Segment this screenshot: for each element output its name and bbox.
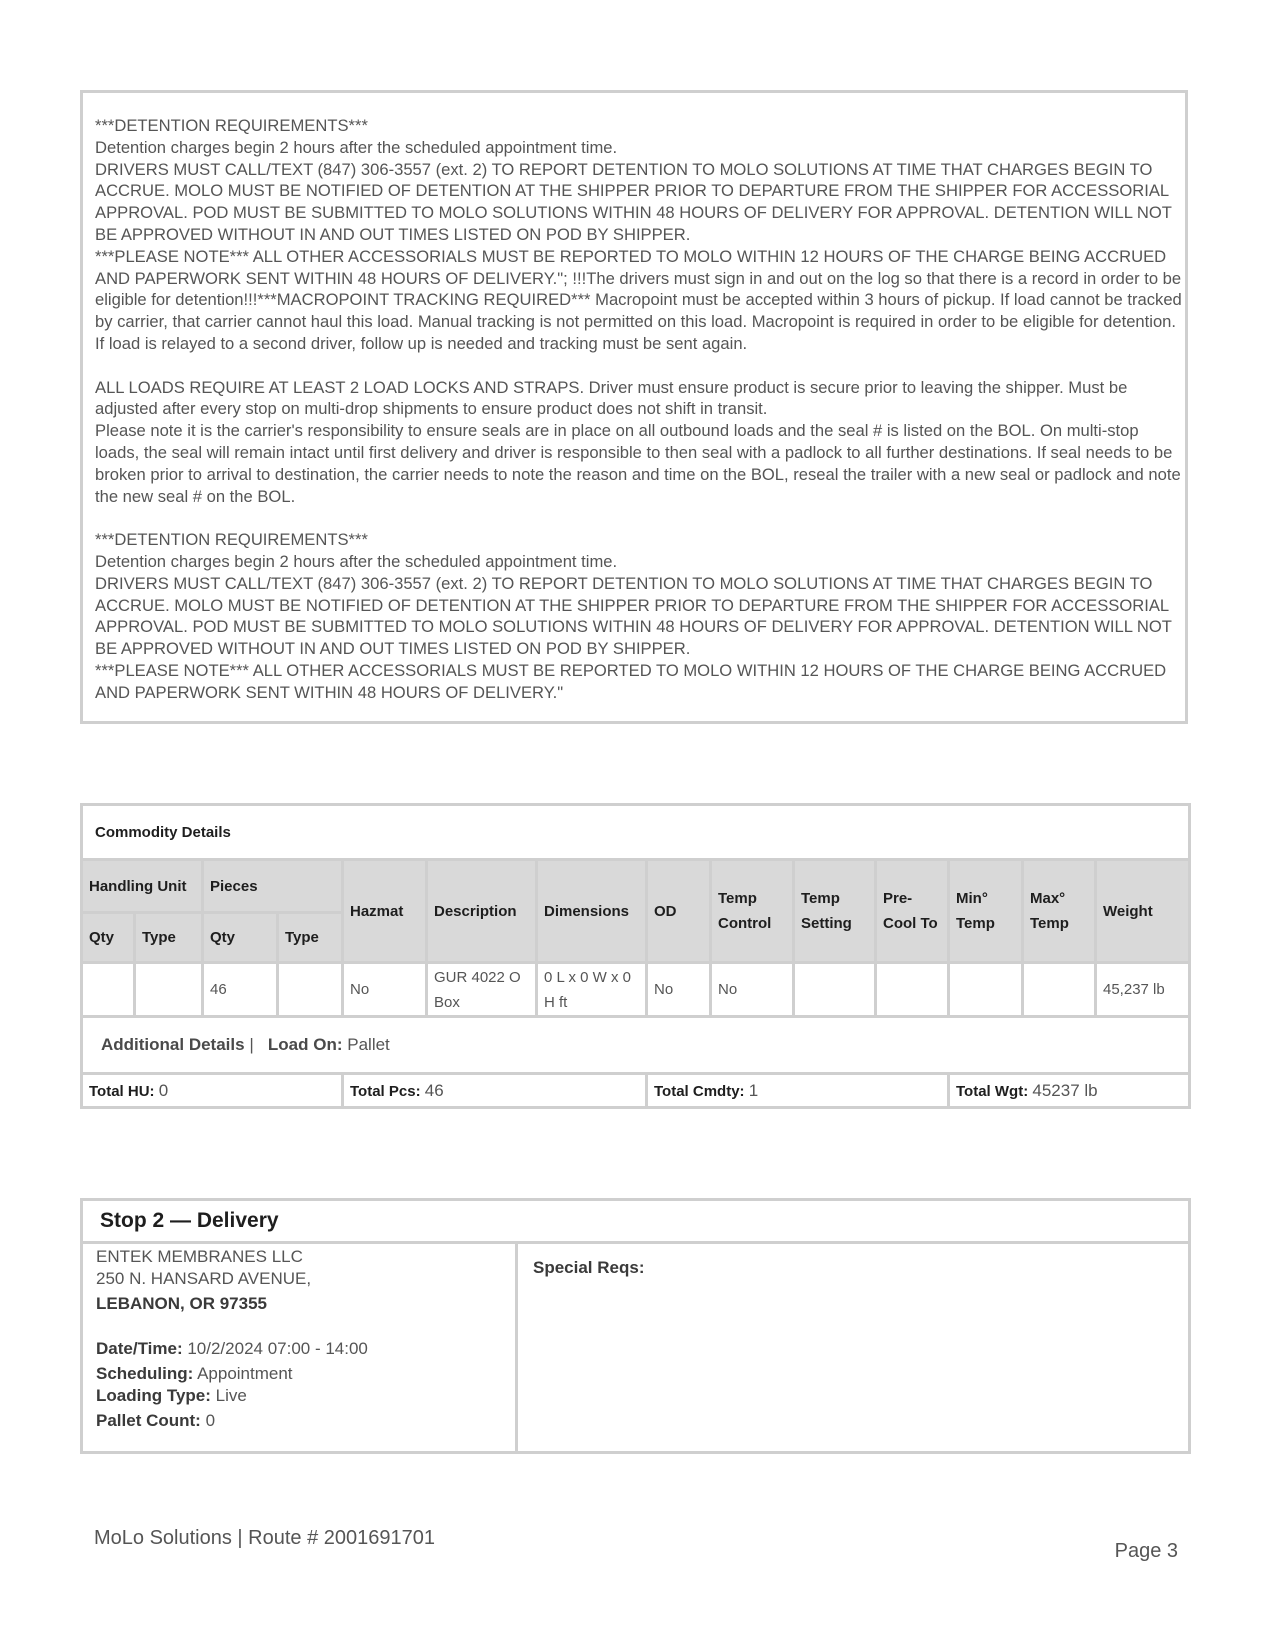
cell-pcs-type [278,963,343,1017]
load-notes-box [80,90,1188,724]
loading-type-value: Live [215,1386,247,1405]
stop-city-state-zip: LEBANON, OR 97355 [96,1294,267,1313]
total-pcs [343,1074,647,1108]
pallet-count-value: 0 [205,1411,216,1430]
stop-details-table [80,1198,1191,1454]
notes-line: ***PLEASE NOTE*** ALL OTHER ACCESSORIALS MUST BE REPORTED TO MOLO WITHIN 12 HOURS OF THE CHARGE BEING ACCRUED AND PAPERWORK SENT WITHIN 48 HOURS OF DELIVERY." [95,660,1167,702]
scheduling-value: Appointment [197,1364,293,1383]
header-description: Description [427,860,537,963]
load-on-value: Pallet [347,1035,390,1054]
scheduling-label: Scheduling: [96,1364,194,1383]
stop-title: Stop 2 — Delivery [82,1200,1190,1243]
notes-spacer [95,355,1185,377]
stop-spacer [96,1315,515,1338]
datetime-label: Date/Time: [96,1339,183,1358]
cell-hazmat: No [343,963,427,1017]
additional-details [82,1017,1190,1074]
cell-temp-control: No [711,963,794,1017]
cell-hu-qty [82,963,135,1017]
commodity-details-title: Commodity Details [82,805,1190,860]
notes-line: DRIVERS MUST CALL/TEXT (847) 306-3557 (ext. 2) TO REPORT DETENTION TO MOLO SOLUTIONS AT TIME THAT CHARGES BEGIN TO ACCRUE. MOLO MUST BE NOTIFIED OF DETENTION AT THE SHIPPER PRIOR TO DEPARTURE FROM THE SHIPPER FOR ACCESSORIAL APPROVAL. POD MUST BE SUBMITTED TO MOLO SOLUTIONS WITHIN 48 HOURS OF DELIVERY FOR APPROVAL. DETENTION WILL NOT BE APPROVED WITHOUT IN AND OUT TIMES LISTED ON POD BY SHIPPER. [95,159,1172,244]
additional-details-label: Additional Details [101,1035,245,1054]
header-pieces: Pieces [203,860,343,913]
total-pcs-label: Total Pcs: [350,1082,421,1100]
cell-weight: 45,237 lb [1096,963,1190,1017]
table-row [82,963,1190,1017]
total-pcs-value: 46 [424,1080,444,1100]
notes-line: ***PLEASE NOTE*** ALL OTHER ACCESSORIALS MUST BE REPORTED TO MOLO WITHIN 12 HOURS OF THE CHARGE BEING ACCRUED AND PAPERWORK SENT WITHIN 48 HOURS OF DELIVERY."; !!!The drivers must sign in and out on the log so that there is a record in order to be eligible for detention!!!***MACROPOINT TRACKING REQUIRED*** Macropoint must be accepted within 3 hours of pickup. If load cannot be tracked by carrier, that carrier cannot haul this load. Manual tracking is not permitted on this load. Macropoint is required in order to be eligible for detention. [95,246,1182,332]
notes-line: Detention charges begin 2 hours after the scheduled appointment time. [95,137,618,157]
pallet-count-label: Pallet Count: [96,1411,201,1430]
cell-od: No [647,963,711,1017]
cell-min-temp [949,963,1023,1017]
special-reqs-label: Special Reqs: [533,1258,645,1277]
footer-route: MoLo Solutions | Route # 2001691701 [94,1527,436,1549]
commodity-details-table [80,803,1191,1109]
cell-dimensions: 0 L x 0 W x 0 H ft [537,963,647,1017]
total-wgt [949,1074,1190,1108]
load-on-label: Load On: [267,1035,343,1054]
loading-type-label: Loading Type: [96,1386,211,1405]
datetime-value: 10/2/2024 07:00 - 14:00 [187,1339,368,1358]
notes-spacer [95,507,1185,529]
notes-line: DRIVERS MUST CALL/TEXT (847) 306-3557 (ext. 2) TO REPORT DETENTION TO MOLO SOLUTIONS AT TIME THAT CHARGES BEGIN TO ACCRUE. MOLO MUST BE NOTIFIED OF DETENTION AT THE SHIPPER PRIOR TO DEPARTURE FROM THE SHIPPER FOR ACCESSORIAL APPROVAL. POD MUST BE SUBMITTED TO MOLO SOLUTIONS WITHIN 48 HOURS OF DELIVERY FOR APPROVAL. DETENTION WILL NOT BE APPROVED WITHOUT IN AND OUT TIMES LISTED ON POD BY SHIPPER. [95,573,1172,659]
cell-max-temp [1023,963,1096,1017]
notes-line: If load is relayed to a second driver, follow up is needed and tracking must be sent again. [95,333,748,353]
total-wgt-value: 45237 lb [1032,1080,1098,1100]
total-cmdty-label: Total Cmdty: [654,1082,745,1100]
footer-page-number: Page 3 [1114,1540,1178,1562]
additional-details-separator: | [249,1035,254,1054]
notes-line: Detention charges begin 2 hours after the scheduled appointment time. [95,551,618,571]
header-pcs-type: Type [278,913,343,963]
header-hu-qty: Qty [82,913,135,963]
notes-line: ***DETENTION REQUIREMENTS*** [95,530,368,550]
stop-company: ENTEK MEMBRANES LLC [96,1247,303,1266]
total-wgt-label: Total Wgt: [956,1082,1029,1100]
notes-line: Please note it is the carrier's responsibility to ensure seals are in place on all outbound loads and the seal # is listed on the BOL. On multi-stop loads, the seal will remain intact until first delivery and driver is responsible to then seal with a padlock to all further destinations. If seal needs to be broken prior to arrival to destination, the carrier needs to note the reason and time on the BOL, reseal the trailer with a new seal or padlock and note the new seal # on the BOL. [95,421,1181,506]
cell-hu-type [135,963,203,1017]
total-hu [82,1074,343,1108]
header-weight: Weight [1096,860,1190,963]
header-max-temp: Max° Temp [1023,860,1096,963]
notes-line: ***DETENTION REQUIREMENTS*** [95,116,368,135]
cell-description: GUR 4022 O Box [427,963,537,1017]
header-pre-cool-to: Pre-Cool To [876,860,949,963]
header-handling-unit: Handling Unit [82,860,203,913]
cell-pre-cool-to [876,963,949,1017]
total-cmdty-value: 1 [748,1080,759,1100]
header-hazmat: Hazmat [343,860,427,963]
total-hu-label: Total HU: [89,1082,155,1100]
header-pcs-qty: Qty [203,913,278,963]
header-temp-setting: Temp Setting [794,860,876,963]
total-cmdty [647,1074,949,1108]
notes-line: ALL LOADS REQUIRE AT LEAST 2 LOAD LOCKS AND STRAPS. Driver must ensure product is secure prior to leaving the shipper. Must be adjusted after every stop on multi-drop shipments to ensure product does not shift in transit. [95,377,1128,419]
cell-temp-setting [794,963,876,1017]
header-dimensions: Dimensions [537,860,647,963]
stop-address: 250 N. HANSARD AVENUE, [96,1269,312,1288]
cell-pcs-qty: 46 [203,963,278,1017]
total-hu-value: 0 [158,1080,169,1100]
header-hu-type: Type [135,913,203,963]
header-od: OD [647,860,711,963]
header-min-temp: Min° Temp [949,860,1023,963]
stop-address-cell [82,1243,517,1453]
header-temp-control: Temp Control [711,860,794,963]
special-reqs-cell [517,1243,1190,1453]
